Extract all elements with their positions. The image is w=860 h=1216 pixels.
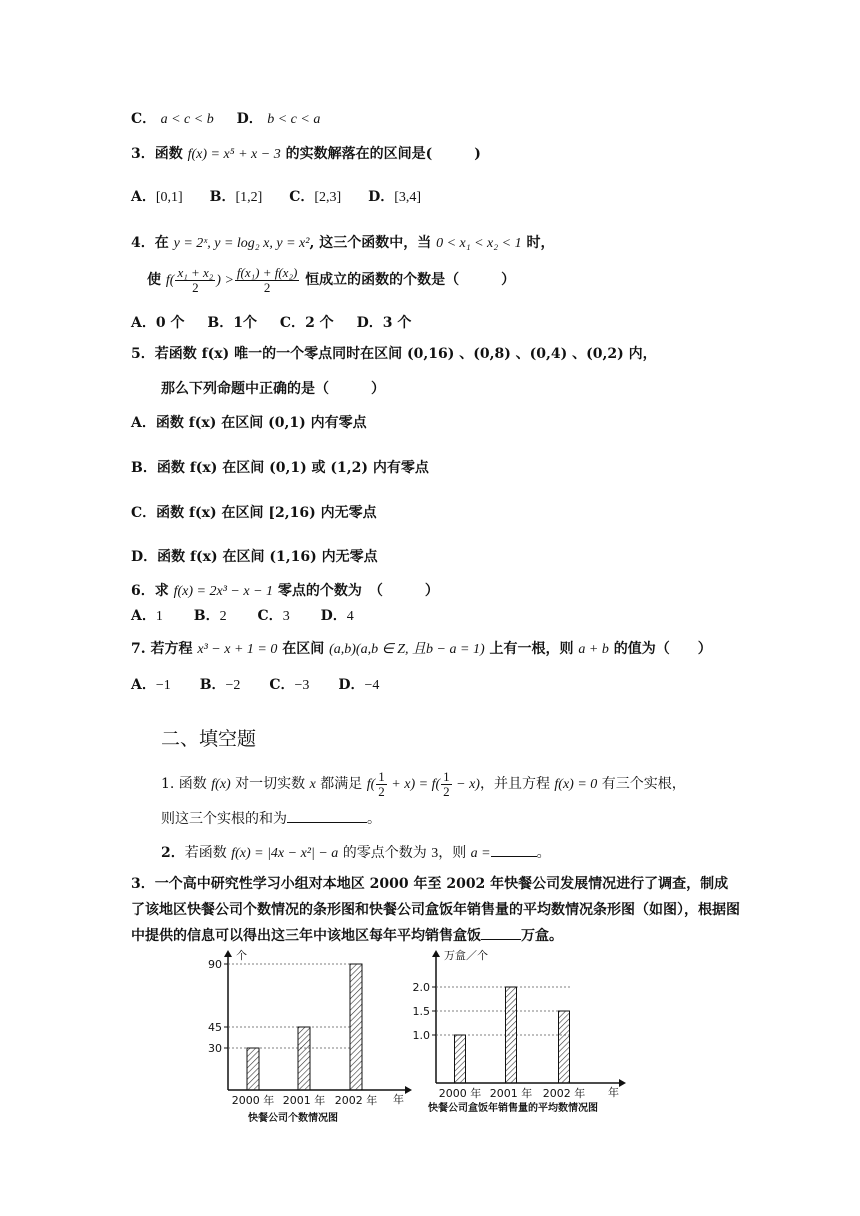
q7-option-b-text: −2 xyxy=(225,678,241,693)
f3-number: 3． xyxy=(131,876,155,892)
question-6 xyxy=(131,580,439,600)
f2-end: 。 xyxy=(536,845,551,861)
chart1-x-label: 年 xyxy=(393,1093,404,1106)
option-d-text: b < c < a xyxy=(267,112,321,127)
q4-number: 4． xyxy=(131,235,155,251)
q4-option-d-label: D． xyxy=(356,315,383,331)
chart2-title: 快餐公司盒饭年销售量的平均数情况图 xyxy=(428,1103,598,1114)
chart2-y-label: 万盒／个 xyxy=(444,949,488,962)
q4-condition: 0 < x₁ < x₂ < 1 xyxy=(436,236,522,251)
q3-pre: 函数 xyxy=(154,146,188,162)
chart1-category-label: 2000 年 xyxy=(231,1094,275,1107)
q5-option-b-text: 函数 f(x) 在区间 (0,1) 或 (1,2) 内有零点 xyxy=(156,460,429,476)
q7-option-c-label: C． xyxy=(269,677,295,693)
question-5 xyxy=(131,343,657,363)
chart2-category-label: 2000 年 xyxy=(438,1087,482,1100)
q6-post: 零点的个数为 （ ） xyxy=(273,583,439,599)
q6-option-b-label: B． xyxy=(193,608,220,624)
q4-option-b-text: 1个 xyxy=(233,315,257,331)
q5-option-c-label: C． xyxy=(131,505,157,521)
chart1-y-arrow xyxy=(224,950,232,957)
q5-option-b xyxy=(131,457,429,477)
q4-fraction-left-numerator: x₁ + x₂ xyxy=(177,265,214,280)
q5-stem: 若函数 f(x) 唯一的一个零点同时在区间 (0,16) 、(0,8) 、(0,4) 、(0,2) 内， xyxy=(154,346,657,362)
q5-option-d-label: D． xyxy=(131,549,158,565)
q4-fraction-right xyxy=(235,266,299,294)
chart2-ytick-label: 1.5 xyxy=(412,1005,430,1018)
chart2-ytick-label: 2.0 xyxy=(412,981,430,994)
f1-fraction-a-num: 1 xyxy=(378,769,385,784)
q4-mid: , 这三个函数中，当 xyxy=(309,235,437,251)
chart2-bar xyxy=(506,987,517,1083)
chart1-category-label: 2002 年 xyxy=(334,1094,378,1107)
q5-option-a-text: 函数 f(x) 在区间 (0,1) 内有零点 xyxy=(155,415,367,431)
q6-options xyxy=(131,605,354,625)
fill-question-1-line2 xyxy=(161,808,381,828)
company-count-chart xyxy=(200,945,418,1130)
q3-option-d-label: D． xyxy=(368,189,395,205)
q3-function: f(x) = x⁵ + x − 3 xyxy=(187,147,281,162)
q3-option-c-text: [2,3] xyxy=(314,190,342,205)
q4-fraction-left xyxy=(175,266,215,294)
q4-option-d-text: 3 个 xyxy=(382,315,412,331)
f2-function: f(x) = |4x − x²| − a xyxy=(231,846,339,861)
chart1-bar xyxy=(350,964,362,1090)
q6-option-a-label: A． xyxy=(131,608,156,624)
question-3 xyxy=(131,143,481,163)
q7-number: 7. xyxy=(131,641,146,657)
f2-pre: 若函数 xyxy=(184,845,232,861)
q5-stem-line2 xyxy=(161,378,385,398)
chart2-x-label: 年 xyxy=(608,1086,619,1099)
f1-end: 。 xyxy=(367,811,381,827)
q4-option-c-text: 2 个 xyxy=(305,315,334,331)
f3-answer-blank[interactable] xyxy=(481,926,521,940)
f3-text: 一个高中研究性学习小组对本地区 2000 年至 2002 年快餐公司发展情况进行了调查，制成了该地区快餐公司个数情况的条形图和快餐公司盒饭年销售量的平均数情况条形图（如图），根据图中提供的信息可以得出这三年中该地区每年平均销售盒饭 xyxy=(131,876,740,944)
q5-option-b-label: B． xyxy=(131,460,157,476)
f1-mid2: 都满足 xyxy=(315,776,367,793)
q4-f-close: ) > xyxy=(216,273,234,289)
f1-f-open: f( xyxy=(366,777,376,793)
f1-fraction-b-num: 1 xyxy=(443,769,450,784)
q4-fraction-right-numerator: f(x₁) + f(x₂) xyxy=(236,265,298,280)
f2-answer-blank[interactable] xyxy=(491,843,537,857)
q4-inequality-line xyxy=(147,266,515,294)
chart2-bar xyxy=(455,1035,466,1083)
lunchbox-sales-chart xyxy=(412,945,627,1130)
fill-question-2 xyxy=(161,842,551,862)
q5-option-d xyxy=(131,546,378,566)
f2-mid: 的零点个数为 xyxy=(338,845,432,861)
q7-interval: (a,b)(a,b ∈ Z, 且b − a = 1) xyxy=(329,642,485,657)
q6-option-b-text: 2 xyxy=(219,609,227,624)
q3-option-c-label: C． xyxy=(289,189,315,205)
f1-minus-x: − x) xyxy=(452,777,480,793)
f1-mid4: 有三个实根， xyxy=(597,776,686,793)
q3-option-d-text: [3,4] xyxy=(394,190,422,205)
section-heading: 二、填空题 xyxy=(161,728,257,750)
f1-mid1: 对一切实数 xyxy=(230,776,310,793)
q7-mid2: 上有一根，则 xyxy=(484,641,579,657)
q3-number: 3． xyxy=(131,146,155,162)
chart1-ytick-label: 45 xyxy=(208,1021,222,1034)
q4-option-a-text: 0 个 xyxy=(155,315,185,331)
q7-option-a-text: −1 xyxy=(155,678,171,693)
chart2-y-arrow xyxy=(432,950,440,957)
f1-answer-blank[interactable] xyxy=(287,809,367,823)
q4-option-c-label: C． xyxy=(279,315,306,331)
question-7 xyxy=(131,638,712,658)
chart1-ytick-label: 30 xyxy=(208,1042,222,1055)
q3-option-b-text: [1,2] xyxy=(235,190,263,205)
chart1-ytick-label: 90 xyxy=(208,958,222,971)
q6-option-c-label: C． xyxy=(257,608,283,624)
q7-option-d-text: −4 xyxy=(364,678,380,693)
chart1-title: 快餐公司个数情况图 xyxy=(248,1113,338,1124)
q2-options-line xyxy=(131,108,320,128)
f1-mid3: ，并且方程 xyxy=(479,776,555,793)
f2-a: a = xyxy=(470,846,491,861)
q4-fraction-left-denominator: 2 xyxy=(192,279,199,295)
f1-pre: 函数 xyxy=(174,776,212,793)
q6-pre: 求 xyxy=(154,583,174,599)
q3-options xyxy=(131,186,421,206)
chart1-category-label: 2001 年 xyxy=(282,1094,326,1107)
q4-option-b-label: B． xyxy=(207,315,234,331)
f2-count: 3 xyxy=(431,846,439,861)
q6-option-d-label: D． xyxy=(320,608,347,624)
f1-fx: f(x) xyxy=(211,777,231,793)
q6-option-c-text: 3 xyxy=(282,609,290,624)
q7-sum: a + b xyxy=(578,642,609,657)
f1-fraction-b xyxy=(441,770,452,798)
q7-option-b-label: B． xyxy=(199,677,226,693)
q4-line2-post: 恒成立的函数的个数是（ ） xyxy=(300,272,516,289)
q5-option-c-text: 函数 f(x) 在区间 [2,16) 内无零点 xyxy=(156,505,377,521)
q6-number: 6． xyxy=(131,583,155,599)
q5-option-d-text: 函数 f(x) 在区间 (1,16) 内无零点 xyxy=(157,549,378,565)
q3-option-b-label: B． xyxy=(209,189,236,205)
f1-number: 1. xyxy=(161,776,175,793)
q4-line2-pre: 使 xyxy=(147,272,166,289)
chart2-category-label: 2001 年 xyxy=(489,1087,533,1100)
f2-mid2: ，则 xyxy=(438,845,471,861)
chart2-ytick-label: 1.0 xyxy=(412,1029,430,1042)
q7-option-d-label: D． xyxy=(338,677,365,693)
q6-function: f(x) = 2x³ − x − 1 xyxy=(173,584,274,599)
q4-f-open: f( xyxy=(165,273,175,289)
f3-end: 万盒。 xyxy=(521,928,563,944)
fill-question-1 xyxy=(161,770,686,798)
option-c-label: C． xyxy=(131,111,157,127)
q5-number: 5． xyxy=(131,346,155,362)
chart1-x-arrow xyxy=(405,1086,412,1094)
chart1-y-label: 个 xyxy=(236,949,247,962)
q3-option-a-label: A． xyxy=(131,189,156,205)
f1-fraction-a xyxy=(376,770,387,798)
q3-post: 的实数解落在的区间是( ) xyxy=(280,146,481,162)
q7-equation: x³ − x + 1 = 0 xyxy=(197,642,278,657)
q7-options xyxy=(131,674,379,694)
q7-post: 的值为（ ） xyxy=(608,641,712,657)
q5-stem-2: 那么下列命题中正确的是（ ） xyxy=(161,381,385,397)
f1-line2: 则这三个实根的和为 xyxy=(161,811,287,827)
f1-fraction-b-den: 2 xyxy=(443,783,450,799)
q4-option-a-label: A． xyxy=(131,315,156,331)
fill-question-3 xyxy=(131,871,741,949)
q6-option-a-text: 1 xyxy=(155,609,163,624)
chart2-x-arrow xyxy=(619,1079,626,1087)
q7-option-c-text: −3 xyxy=(294,678,310,693)
q4-pre: 在 xyxy=(154,235,174,251)
f2-number: 2． xyxy=(161,845,185,861)
option-c-text: a < c < b xyxy=(160,112,214,127)
q4-functions: y = 2ˣ, y = log₂ x, y = x² xyxy=(173,236,310,251)
q7-mid: 在区间 xyxy=(277,641,330,657)
q5-option-a xyxy=(131,412,367,432)
question-4 xyxy=(131,232,554,252)
f1-plus-x: + x) = f( xyxy=(387,777,441,793)
q5-option-a-label: A． xyxy=(131,415,156,431)
q6-option-d-text: 4 xyxy=(346,609,354,624)
chart1-bar xyxy=(298,1027,310,1090)
chart2-bar xyxy=(559,1011,570,1083)
q7-pre: 若方程 xyxy=(145,641,198,657)
f1-fraction-a-den: 2 xyxy=(378,783,385,799)
q7-option-a-label: A． xyxy=(131,677,156,693)
f1-x: x xyxy=(309,777,316,793)
q4-options xyxy=(131,312,411,332)
chart1-bar xyxy=(247,1048,259,1090)
f1-equation: f(x) = 0 xyxy=(554,777,598,793)
chart2-category-label: 2002 年 xyxy=(542,1087,586,1100)
q3-option-a-text: [0,1] xyxy=(155,190,183,205)
option-d-label: D． xyxy=(236,111,263,127)
q5-option-c xyxy=(131,502,377,522)
q4-post: 时， xyxy=(521,235,555,251)
q4-fraction-right-denominator: 2 xyxy=(263,279,271,295)
